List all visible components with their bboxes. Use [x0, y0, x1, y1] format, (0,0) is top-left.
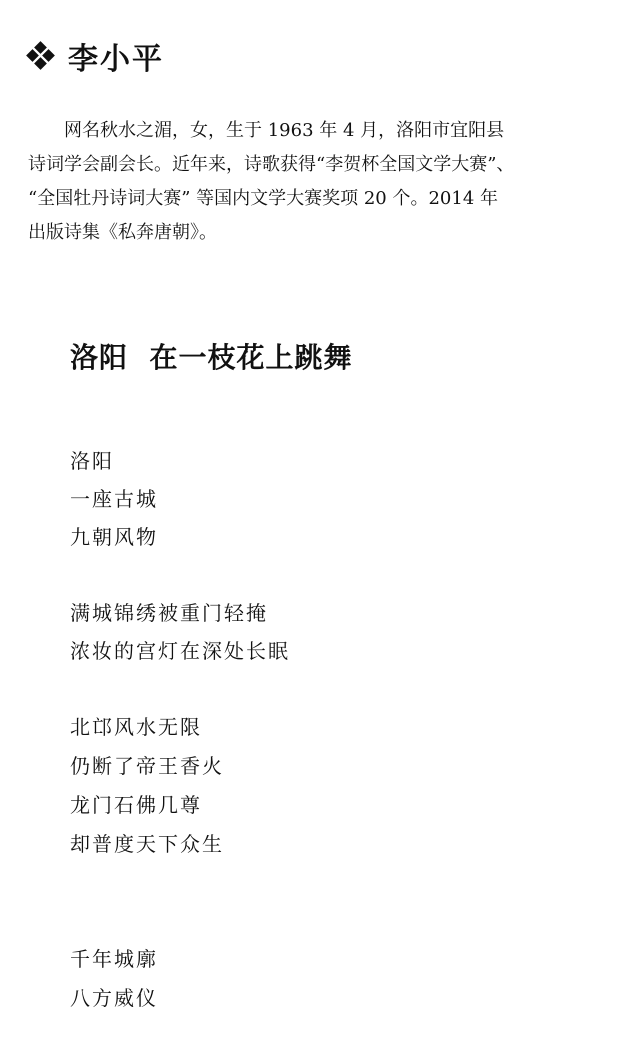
- poem-line: 八方威仪: [70, 986, 158, 1010]
- poem-line: 九朝风物: [70, 525, 158, 549]
- diamond-ornament-icon: [28, 43, 54, 69]
- poem-line: 一座古城: [70, 487, 158, 511]
- author-name: 李小平: [68, 42, 164, 77]
- author-header: [28, 34, 164, 78]
- poem-title: 洛阳 在一枝花上跳舞: [70, 341, 353, 374]
- poem-line: 洛阳: [70, 449, 114, 473]
- bio-line: 出版诗集《私奔唐朝》。: [28, 222, 217, 243]
- poem-line: 北邙风水无限: [70, 715, 202, 739]
- bio-line: “全国牡丹诗词大赛” 等国内文学大赛奖项 20 个。2014 年: [28, 188, 499, 209]
- poem-line: 满城锦绣被重门轻掩: [70, 601, 268, 625]
- poem-line: 仍断了帝王香火: [70, 754, 224, 778]
- poem-line: 龙门石佛几尊: [70, 793, 202, 817]
- poem-line: 却普度天下众生: [70, 832, 224, 856]
- poem-line: 千年城廓: [70, 947, 158, 971]
- author-bio: [28, 114, 614, 250]
- bio-line: 诗词学会副会长。近年来，诗歌获得“李贺杯全国文学大赛”、: [28, 154, 515, 175]
- poem-line: 浓妆的宫灯在深处长眠: [70, 639, 290, 663]
- bio-line: 网名秋水之湄，女，生于 1963 年 4 月，洛阳市宜阳县: [64, 120, 505, 141]
